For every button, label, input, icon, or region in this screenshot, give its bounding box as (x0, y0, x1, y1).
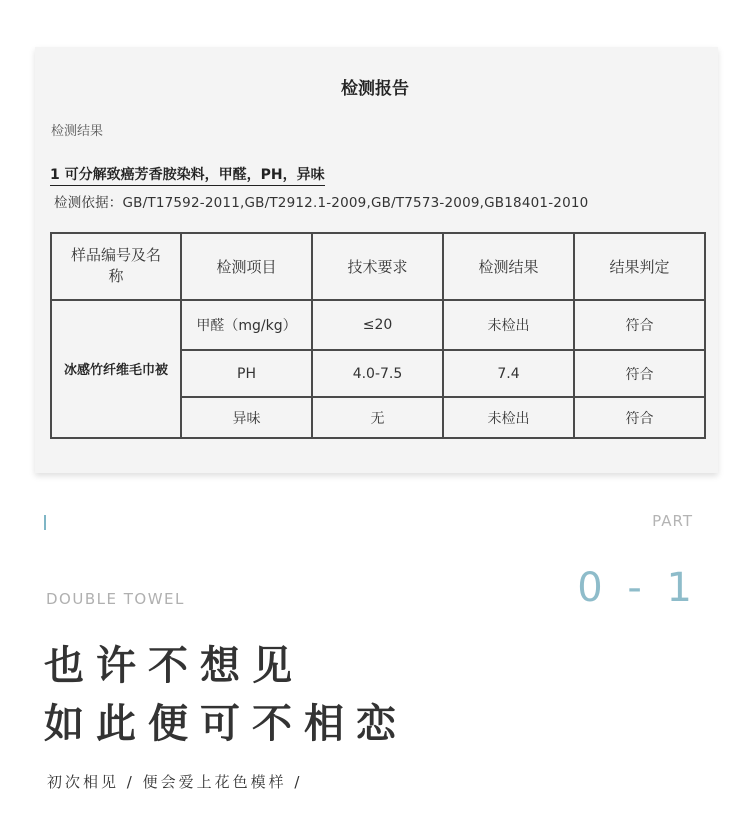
table-header-row (51, 233, 705, 300)
cell-verdict: 符合 (574, 350, 705, 398)
sample-name-cell: 冰感竹纤维毛巾被 (51, 300, 181, 438)
header-requirement: 技术要求 (312, 233, 443, 300)
cell-result: 未检出 (443, 300, 574, 350)
cell-verdict: 符合 (574, 397, 705, 438)
part-number: 0 - 1 (577, 565, 698, 611)
header-sample-name: 样品编号及名称 (51, 233, 181, 300)
english-subtitle: DOUBLE TOWEL (46, 590, 185, 608)
headline-line-2: 如此便可不相恋 (44, 701, 408, 747)
cell-requirement: ≤20 (312, 300, 443, 350)
header-verdict: 结果判定 (574, 233, 705, 300)
header-test-item: 检测项目 (181, 233, 312, 300)
cell-item: 甲醛（mg/kg） (181, 300, 312, 350)
cell-requirement: 无 (312, 397, 443, 438)
header-result: 检测结果 (443, 233, 574, 300)
tagline: 初次相见 / 便会爱上花色模样 / (47, 773, 303, 791)
part-accent-bar (44, 515, 46, 530)
test-item-heading: 1 可分解致癌芳香胺染料，甲醛，PH，异味 (50, 164, 325, 186)
cell-item: 异味 (181, 397, 312, 438)
part-label: PART (652, 512, 693, 530)
cell-requirement: 4.0-7.5 (312, 350, 443, 398)
cell-verdict: 符合 (574, 300, 705, 350)
section-label: 检测结果 (51, 124, 104, 139)
cell-result: 7.4 (443, 350, 574, 398)
test-results-table (50, 232, 706, 439)
report-title: 检测报告 (341, 79, 409, 99)
headline-line-1: 也许不想见 (44, 643, 304, 689)
cell-item: PH (181, 350, 312, 398)
test-basis: 检测依据：GB/T17592-2011,GB/T2912.1-2009,GB/T7573-2009,GB18401-2010 (54, 195, 589, 211)
table-row (51, 300, 705, 350)
cell-result: 未检出 (443, 397, 574, 438)
